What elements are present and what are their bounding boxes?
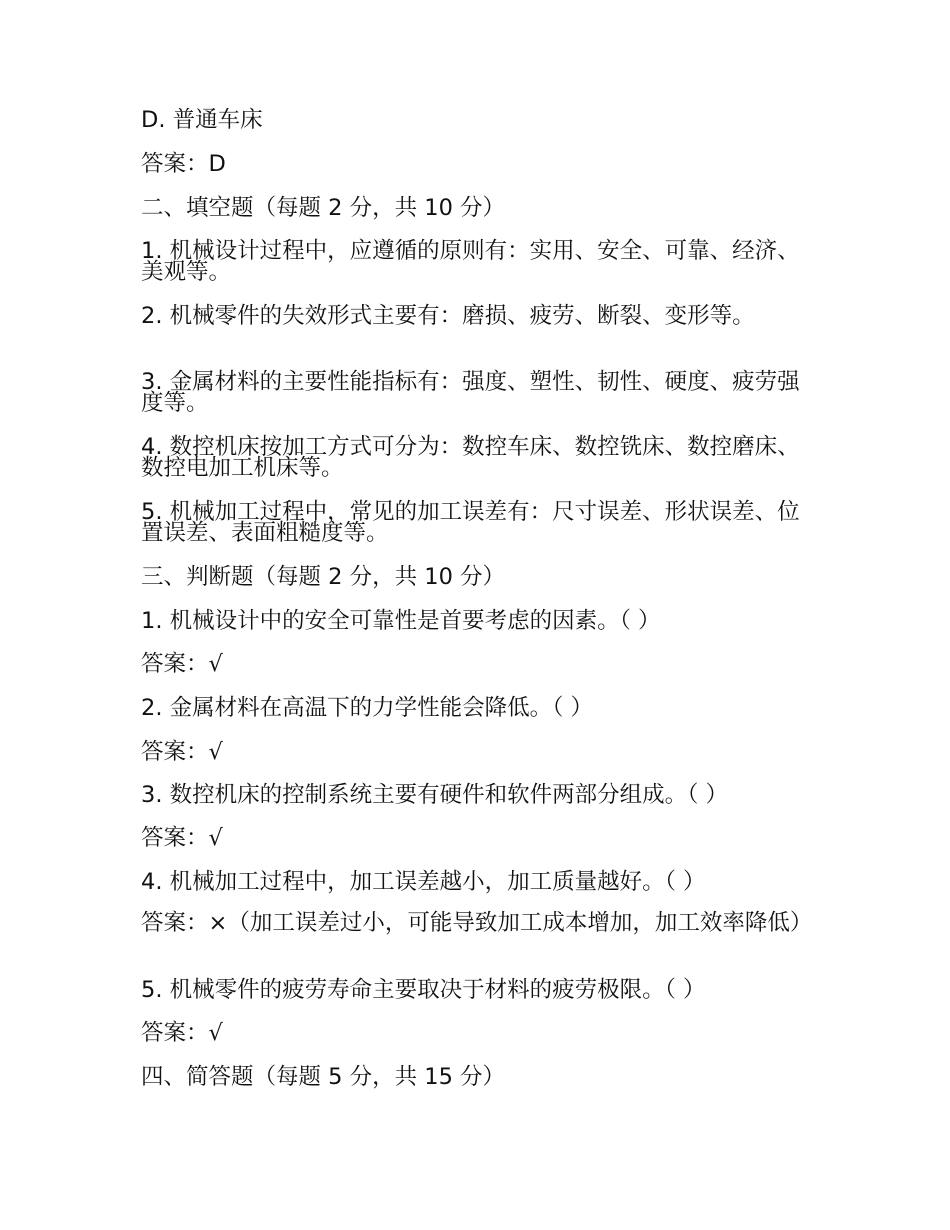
answer-line: 答案：√ [141, 739, 223, 765]
answer-line: 答案：D [141, 151, 226, 177]
true-false-item-1: 1. 机械设计中的安全可靠性是首要考虑的因素。（ ） [141, 608, 661, 634]
section-heading-short-answer: 四、简答题（每题 5 分，共 15 分） [141, 1064, 506, 1090]
option-d: D. 普通车床 [141, 107, 263, 133]
fill-in-item-2: 2. 机械零件的失效形式主要有：磨损、疲劳、断裂、变形等。 [141, 303, 755, 329]
answer-line: 答案：√ [141, 825, 223, 851]
fill-in-item-4: 4. 数控机床按加工方式可分为：数控车床、数控铣床、数控磨床、数控电加工机床等。 [141, 434, 800, 481]
section-heading-fill-in: 二、填空题（每题 2 分，共 10 分） [141, 195, 506, 221]
answer-line: 答案：√ [141, 651, 223, 677]
true-false-item-4: 4. 机械加工过程中，加工误差越小，加工质量越好。（ ） [141, 869, 706, 895]
fill-in-item-5: 5. 机械加工过程中，常见的加工误差有：尺寸误差、形状误差、位置误差、表面粗糙度等。 [141, 499, 800, 546]
answer-line: 答案：×（加工误差过小，可能导致加工成本增加，加工效率降低） [141, 910, 813, 936]
section-heading-true-false: 三、判断题（每题 2 分，共 10 分） [141, 564, 506, 590]
answer-line: 答案：√ [141, 1020, 223, 1046]
true-false-item-5: 5. 机械零件的疲劳寿命主要取决于材料的疲劳极限。（ ） [141, 977, 706, 1003]
fill-in-item-1: 1. 机械设计过程中，应遵循的原则有：实用、安全、可靠、经济、美观等。 [141, 238, 800, 285]
true-false-item-3: 3. 数控机床的控制系统主要有硬件和软件两部分组成。（ ） [141, 782, 729, 808]
fill-in-item-3: 3. 金属材料的主要性能指标有：强度、塑性、韧性、硬度、疲劳强度等。 [141, 369, 800, 416]
true-false-item-2: 2. 金属材料在高温下的力学性能会降低。（ ） [141, 695, 594, 721]
